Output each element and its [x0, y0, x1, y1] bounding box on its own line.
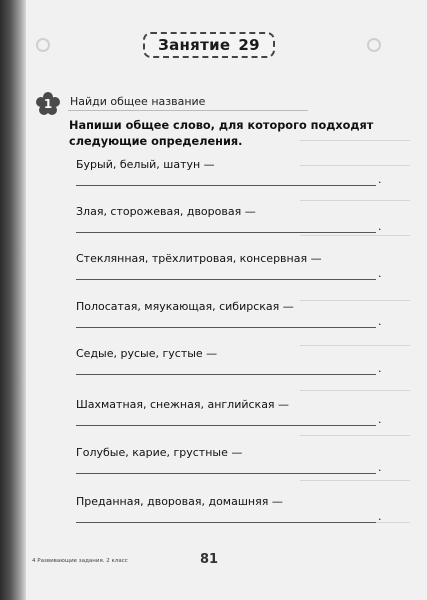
faded-line [300, 345, 410, 346]
exercise-item-text: Бурый, белый, шатун — [76, 158, 215, 171]
answer-period: . [378, 267, 382, 280]
exercise-item-text: Седые, русые, густые — [76, 347, 218, 360]
answer-period: . [378, 315, 382, 328]
exercise-item-text: Злая, сторожевая, дворовая — [76, 205, 256, 218]
answer-line[interactable] [76, 473, 376, 474]
faded-flower-icon [367, 38, 381, 52]
answer-period: . [378, 510, 382, 523]
faded-flower-icon [36, 38, 50, 52]
faded-line [300, 165, 410, 166]
faded-line [300, 390, 410, 391]
exercise-item-text: Полосатая, мяукающая, сибирская — [76, 300, 294, 313]
faded-line [300, 200, 410, 201]
task-header-underline [68, 110, 308, 111]
lesson-title [143, 32, 275, 58]
task-number: 1 [43, 97, 53, 111]
footer-book-info: 4 Развивающие задания. 2 класс [32, 558, 128, 564]
lesson-title-label: Занятие [158, 36, 231, 54]
exercise-item-text: Стеклянная, трёхлитровая, консервная — [76, 252, 322, 265]
answer-line[interactable] [76, 425, 376, 426]
answer-line[interactable] [76, 232, 376, 233]
answer-line[interactable] [76, 327, 376, 328]
task-instruction: Напиши общее слово, для которого подходят следующие определения. [69, 119, 374, 148]
task-number-badge [36, 92, 60, 116]
lesson-number: 29 [238, 36, 260, 54]
faded-line [300, 435, 410, 436]
task-header: Найди общее название [70, 95, 206, 108]
answer-line[interactable] [76, 522, 376, 523]
answer-period: . [378, 461, 382, 474]
answer-period: . [378, 173, 382, 186]
book-spine-shadow [0, 0, 26, 600]
answer-line[interactable] [76, 374, 376, 375]
answer-line[interactable] [76, 279, 376, 280]
exercise-item-text: Шахматная, снежная, английская — [76, 398, 290, 411]
exercise-item-text: Преданная, дворовая, домашняя — [76, 495, 283, 508]
exercise-item-text: Голубые, карие, грустные — [76, 446, 243, 459]
answer-line[interactable] [76, 185, 376, 186]
answer-period: . [378, 220, 382, 233]
faded-line [300, 235, 410, 236]
faded-line [300, 300, 410, 301]
answer-period: . [378, 413, 382, 426]
page-number: 81 [200, 552, 219, 567]
answer-period: . [378, 362, 382, 375]
faded-line [300, 480, 410, 481]
